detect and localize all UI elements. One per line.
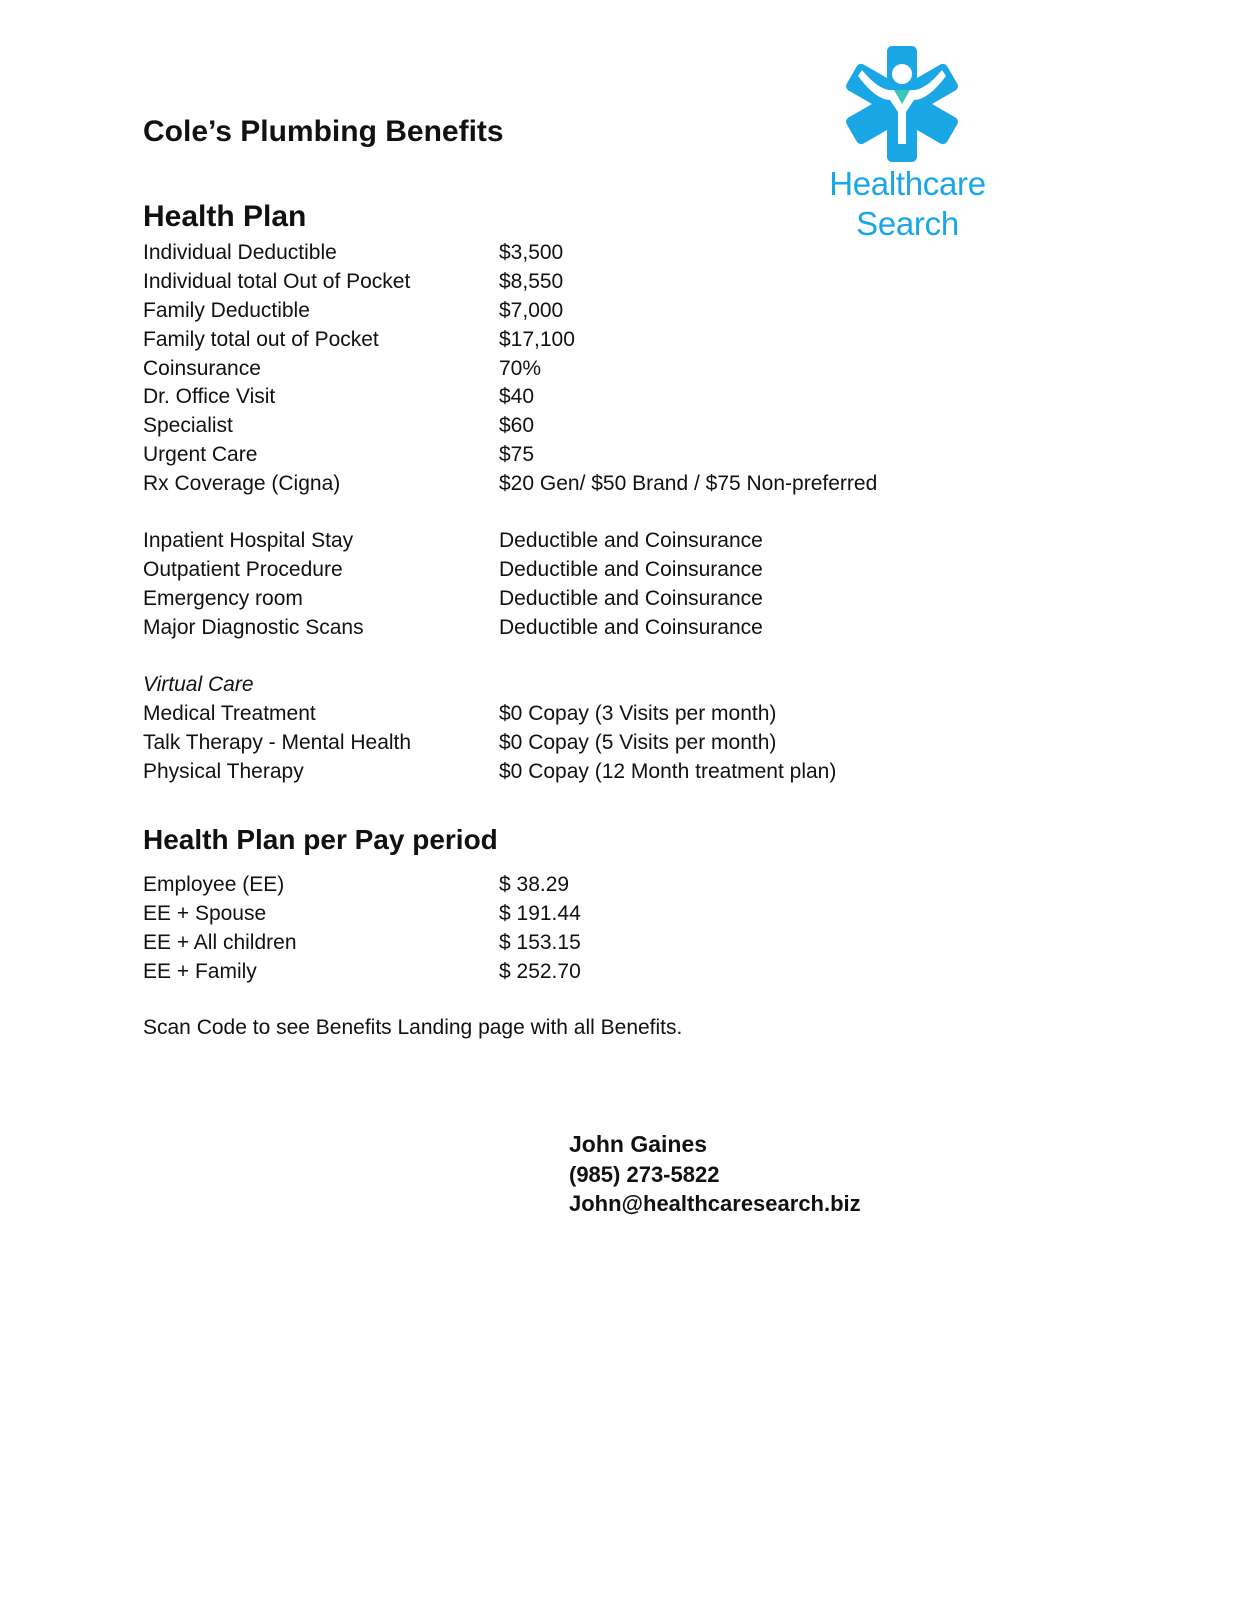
premium-label: EE + Spouse (143, 901, 267, 925)
benefit-label: Outpatient Procedure (143, 557, 343, 581)
health-plan-heading: Health Plan (143, 200, 307, 233)
benefit-label: Rx Coverage (Cigna) (143, 472, 341, 496)
premium-value: $ 252.70 (499, 959, 581, 983)
benefit-label: Emergency room (143, 586, 303, 610)
benefit-value: $0 Copay (12 Month treatment plan) (499, 759, 837, 783)
benefit-value: $60 (499, 414, 535, 438)
benefit-value: Deductible and Coinsurance (499, 529, 763, 552)
benefit-value: $75 (499, 443, 535, 467)
contact-email: John@healthcaresearch.biz (569, 1191, 861, 1216)
premium-value: $ 153.15 (499, 930, 581, 954)
benefit-label: Physical Therapy (143, 759, 304, 783)
pay-period-heading: Health Plan per Pay period (143, 824, 498, 855)
benefit-label: Dr. Office Visit (143, 385, 276, 409)
benefit-value: Deductible and Coinsurance (499, 615, 763, 639)
benefit-value: $40 (499, 385, 535, 409)
benefit-label: Inpatient Hospital Stay (143, 529, 354, 552)
healthcare-search-logo (775, 42, 1040, 242)
document-title: Cole’s Plumbing Benefits (143, 115, 504, 148)
benefit-value: $8,550 (499, 269, 564, 293)
benefit-label: Medical Treatment (143, 702, 316, 725)
benefit-label: Talk Therapy - Mental Health (143, 730, 412, 754)
benefit-value: Deductible and Coinsurance (499, 586, 763, 610)
benefit-label: Family Deductible (143, 298, 310, 322)
virtual-care-heading: Virtual Care (143, 673, 254, 696)
benefit-value: $0 Copay (5 Visits per month) (499, 730, 777, 754)
benefit-label: Coinsurance (143, 356, 261, 380)
scan-code-note: Scan Code to see Benefits Landing page with all Benefits. (143, 1016, 683, 1039)
benefit-label: Family total out of Pocket (143, 327, 379, 351)
benefit-value: 70% (499, 356, 542, 380)
logo-text: Healthcare Search (829, 165, 986, 242)
premium-value: $ 191.44 (499, 901, 581, 925)
benefit-value: Deductible and Coinsurance (499, 557, 763, 581)
benefit-value: $17,100 (499, 327, 575, 351)
benefit-label: Individual total Out of Pocket (143, 269, 411, 293)
contact-block (569, 1130, 861, 1219)
premium-label: EE + Family (143, 959, 257, 983)
benefit-label: Individual Deductible (143, 241, 337, 264)
premium-label: Employee (EE) (143, 873, 285, 896)
benefit-label: Specialist (143, 414, 233, 438)
benefit-value: $3,500 (499, 241, 564, 264)
benefit-label: Urgent Care (143, 443, 258, 467)
benefit-value: $20 Gen/ $50 Brand / $75 Non-preferred (499, 472, 878, 496)
benefit-label: Major Diagnostic Scans (143, 615, 364, 639)
benefit-value: $0 Copay (3 Visits per month) (499, 702, 777, 725)
premium-label: EE + All children (143, 930, 297, 954)
contact-name: John Gaines (569, 1131, 708, 1157)
contact-phone: (985) 273-5822 (569, 1161, 720, 1187)
premium-value: $ 38.29 (499, 873, 570, 896)
star-of-life-person-icon (843, 42, 961, 166)
benefit-value: $7,000 (499, 298, 564, 322)
